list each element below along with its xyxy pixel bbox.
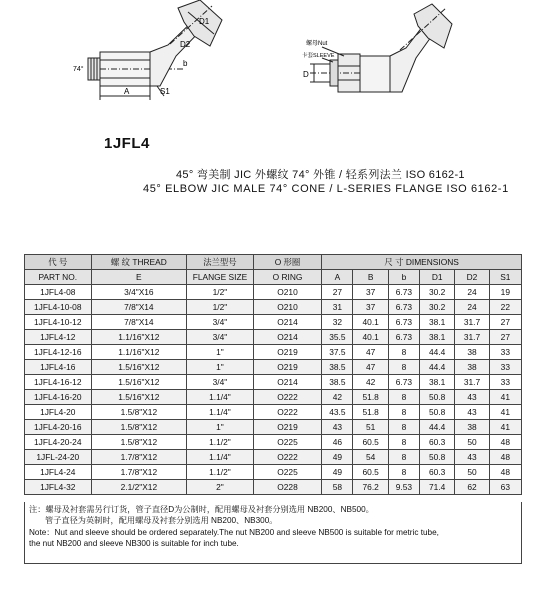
table-row	[25, 465, 522, 480]
table-cell: 8	[388, 450, 419, 465]
table-cell: 9.53	[388, 480, 419, 495]
dimensions-table	[24, 254, 522, 495]
table-cell: 38.5	[322, 360, 353, 375]
table-cell: O214	[253, 315, 322, 330]
table-cell: 46	[322, 435, 353, 450]
dim-label-cone: 74°	[73, 66, 84, 73]
header-b-lower: b	[388, 270, 419, 285]
table-row	[25, 390, 522, 405]
header-d1: D1	[420, 270, 455, 285]
table-cell: 1.1/16"X12	[91, 345, 187, 360]
table-cell: 6.73	[388, 330, 419, 345]
table-cell: 1/2"	[187, 300, 254, 315]
table-cell: 3/4"X16	[91, 285, 187, 300]
sleeve-label: 卡套SLEEVE	[302, 53, 335, 59]
table-cell: 43	[322, 420, 353, 435]
table-cell: 1JFL4-20	[25, 405, 92, 420]
table-row	[25, 330, 522, 345]
table-cell: 63	[489, 480, 521, 495]
table-cell: 31.7	[455, 330, 489, 345]
table-cell: 31	[322, 300, 353, 315]
table-cell: 38.5	[322, 375, 353, 390]
table-cell: 1.1/2"	[187, 435, 254, 450]
table-row	[25, 300, 522, 315]
table-row	[25, 420, 522, 435]
table-cell: 7/8"X14	[91, 300, 187, 315]
table-cell: 51	[353, 420, 388, 435]
table-cell: 8	[388, 405, 419, 420]
nut-label: 螺母Nut	[306, 41, 328, 47]
header-a: A	[322, 270, 353, 285]
table-cell: 42	[353, 375, 388, 390]
table-cell: 47	[353, 345, 388, 360]
header-code: 代 号	[25, 255, 92, 270]
table-cell: 1JFL4-20-24	[25, 435, 92, 450]
table-cell: 40.1	[353, 315, 388, 330]
table-cell: 32	[322, 315, 353, 330]
table-cell: O222	[253, 405, 322, 420]
table-cell: 44.4	[420, 420, 455, 435]
table-cell: 6.73	[388, 375, 419, 390]
table-cell: 1.5/16"X12	[91, 360, 187, 375]
table-cell: 31.7	[455, 375, 489, 390]
table-row	[25, 450, 522, 465]
table-cell: O219	[253, 345, 322, 360]
table-cell: 60.3	[420, 465, 455, 480]
table-cell: 1"	[187, 360, 254, 375]
table-cell: 48	[489, 465, 521, 480]
right-fitting-drawing	[310, 4, 452, 92]
table-cell: 37	[353, 285, 388, 300]
header-s1: S1	[489, 270, 521, 285]
table-cell: 37	[353, 300, 388, 315]
table-row	[25, 435, 522, 450]
table-cell: 50	[455, 465, 489, 480]
note-cn-line2: 管子直径为英制时，配用螺母及衬套分别选用 NB200、NB300。	[45, 516, 278, 526]
table-cell: O222	[253, 450, 322, 465]
table-cell: 8	[388, 435, 419, 450]
table-cell: 37.5	[322, 345, 353, 360]
table-cell: 38.1	[420, 375, 455, 390]
table-cell: 76.2	[353, 480, 388, 495]
dim-label-a: A	[124, 87, 130, 96]
table-cell: 22	[489, 300, 521, 315]
table-cell: 24	[455, 300, 489, 315]
table-cell: O210	[253, 300, 322, 315]
table-row	[25, 285, 522, 300]
table-cell: 3/4"	[187, 315, 254, 330]
table-cell: 35.5	[322, 330, 353, 345]
table-row	[25, 315, 522, 330]
table-cell: 33	[489, 375, 521, 390]
table-header-cn	[25, 255, 522, 270]
table-cell: 19	[489, 285, 521, 300]
table-cell: 6.73	[388, 315, 419, 330]
product-code: 1JFL4	[104, 135, 150, 152]
table-cell: 1JFL4-16-12	[25, 375, 92, 390]
table-cell: 1.5/8"X12	[91, 435, 187, 450]
table-cell: 40.1	[353, 330, 388, 345]
table-cell: O214	[253, 330, 322, 345]
table-cell: 50	[455, 435, 489, 450]
table-cell: 58	[322, 480, 353, 495]
table-cell: 1.5/8"X12	[91, 405, 187, 420]
table-cell: 49	[322, 450, 353, 465]
table-cell: 54	[353, 450, 388, 465]
table-cell: 38	[455, 345, 489, 360]
table-cell: 8	[388, 360, 419, 375]
table-cell: 42	[322, 390, 353, 405]
title-chinese: 45° 弯美制 JIC 外螺纹 74° 外锥 / 轻系列法兰 ISO 6162-1	[176, 169, 465, 181]
table-cell: 38	[455, 360, 489, 375]
table-cell: 1JFL4-32	[25, 480, 92, 495]
table-cell: 71.4	[420, 480, 455, 495]
table-cell: 1JFL4-24	[25, 465, 92, 480]
dim-label-d1: D1	[199, 17, 210, 26]
technical-drawing	[0, 0, 540, 110]
table-cell: 6.73	[388, 300, 419, 315]
table-cell: 1JFL4-16-20	[25, 390, 92, 405]
table-cell: 1.1/16"X12	[91, 330, 187, 345]
table-cell: 44.4	[420, 360, 455, 375]
table-cell: 7/8"X14	[91, 315, 187, 330]
table-cell: 38.1	[420, 315, 455, 330]
table-header-en	[25, 270, 522, 285]
table-cell: 1.5/16"X12	[91, 390, 187, 405]
dim-label-s1: S1	[160, 87, 170, 96]
table-cell: 27	[322, 285, 353, 300]
table-cell: 49	[322, 465, 353, 480]
dim-label-b: b	[183, 59, 188, 68]
table-cell: 50.8	[420, 450, 455, 465]
header-flange-size: FLANGE SIZE	[187, 270, 254, 285]
table-cell: 1.5/8"X12	[91, 420, 187, 435]
header-flange: 法兰型号	[187, 255, 254, 270]
table-cell: 1.7/8"X12	[91, 450, 187, 465]
table-cell: 1JFL-24-20	[25, 450, 92, 465]
table-cell: 60.5	[353, 465, 388, 480]
table-cell: 1/2"	[187, 285, 254, 300]
header-o-ring: O RING	[253, 270, 322, 285]
header-d2: D2	[455, 270, 489, 285]
header-oring: O 形圈	[253, 255, 322, 270]
table-cell: O225	[253, 435, 322, 450]
note-en-line2: the nut NB200 and sleeve NB300 is suitable for inch tube.	[29, 539, 239, 549]
table-row	[25, 375, 522, 390]
header-e: E	[91, 270, 187, 285]
table-cell: O210	[253, 285, 322, 300]
table-cell: O228	[253, 480, 322, 495]
table-cell: 1.1/4"	[187, 405, 254, 420]
table-cell: 1.7/8"X12	[91, 465, 187, 480]
table-cell: 8	[388, 465, 419, 480]
table-cell: 43	[455, 450, 489, 465]
table-cell: 48	[489, 450, 521, 465]
header-dimensions: 尺 寸 DIMENSIONS	[322, 255, 522, 270]
title-english: 45° ELBOW JIC MALE 74° CONE / L-SERIES FLANGE ISO 6162-1	[143, 183, 509, 195]
table-body	[25, 285, 522, 495]
dim-label-d2: D2	[180, 40, 191, 49]
table-cell: 50.8	[420, 390, 455, 405]
table-cell: O222	[253, 390, 322, 405]
table-row	[25, 480, 522, 495]
table-cell: 6.73	[388, 285, 419, 300]
table-cell: 8	[388, 345, 419, 360]
table-cell: O225	[253, 465, 322, 480]
table-cell: 24	[455, 285, 489, 300]
table-cell: 33	[489, 360, 521, 375]
table-cell: 51.8	[353, 405, 388, 420]
table-cell: 44.4	[420, 345, 455, 360]
table-cell: 8	[388, 390, 419, 405]
table-cell: 43	[455, 405, 489, 420]
table-row	[25, 360, 522, 375]
table-cell: 41	[489, 390, 521, 405]
table-cell: 30.2	[420, 285, 455, 300]
table-cell: 38	[455, 420, 489, 435]
table-cell: 41	[489, 420, 521, 435]
table-cell: 31.7	[455, 315, 489, 330]
table-cell: 1JFL4-20-16	[25, 420, 92, 435]
table-cell: 1JFL4-16	[25, 360, 92, 375]
table-cell: 30.2	[420, 300, 455, 315]
table-cell: 33	[489, 345, 521, 360]
table-cell: 1"	[187, 420, 254, 435]
table-cell: 60.5	[353, 435, 388, 450]
table-cell: 1"	[187, 345, 254, 360]
table-row	[25, 345, 522, 360]
note-en-line1: Note：Nut and sleeve should be ordered separately.The nut NB200 and sleeve NB500 is suitable for metric tube,	[29, 527, 439, 537]
header-b-upper: B	[353, 270, 388, 285]
table-cell: 38.1	[420, 330, 455, 345]
table-cell: 41	[489, 405, 521, 420]
table-cell: 1.1/4"	[187, 450, 254, 465]
left-fitting-drawing	[88, 0, 222, 100]
table-cell: 1JFL4-10-08	[25, 300, 92, 315]
table-cell: 43	[455, 390, 489, 405]
table-cell: 2.1/2"X12	[91, 480, 187, 495]
table-cell: 8	[388, 420, 419, 435]
table-cell: 1.1/4"	[187, 390, 254, 405]
table-cell: 1JFL4-12-16	[25, 345, 92, 360]
notes-box	[24, 502, 522, 564]
table-row	[25, 405, 522, 420]
table-cell: 2"	[187, 480, 254, 495]
table-cell: 1JFL4-12	[25, 330, 92, 345]
table-cell: 50.8	[420, 405, 455, 420]
table-cell: 1JFL4-10-12	[25, 315, 92, 330]
table-cell: 27	[489, 330, 521, 345]
header-part-no: PART NO.	[25, 270, 92, 285]
table-cell: 3/4"	[187, 375, 254, 390]
header-thread: 螺 纹 THREAD	[91, 255, 187, 270]
note-cn-line1: 注：螺母及衬套需另行订货，管子直径D为公制时，配用螺母及衬套分别选用 NB200、NB500。	[29, 505, 374, 514]
table-cell: 3/4"	[187, 330, 254, 345]
table-cell: 48	[489, 435, 521, 450]
table-cell: 47	[353, 360, 388, 375]
table-cell: O214	[253, 375, 322, 390]
table-cell: 1.5/16"X12	[91, 375, 187, 390]
table-cell: 27	[489, 315, 521, 330]
table-cell: 51.8	[353, 390, 388, 405]
table-cell: 62	[455, 480, 489, 495]
table-cell: 1JFL4-08	[25, 285, 92, 300]
table-cell: 1.1/2"	[187, 465, 254, 480]
table-cell: 60.3	[420, 435, 455, 450]
table-cell: O219	[253, 420, 322, 435]
table-cell: O219	[253, 360, 322, 375]
table-cell: 43.5	[322, 405, 353, 420]
dim-label-d: D	[303, 70, 309, 79]
